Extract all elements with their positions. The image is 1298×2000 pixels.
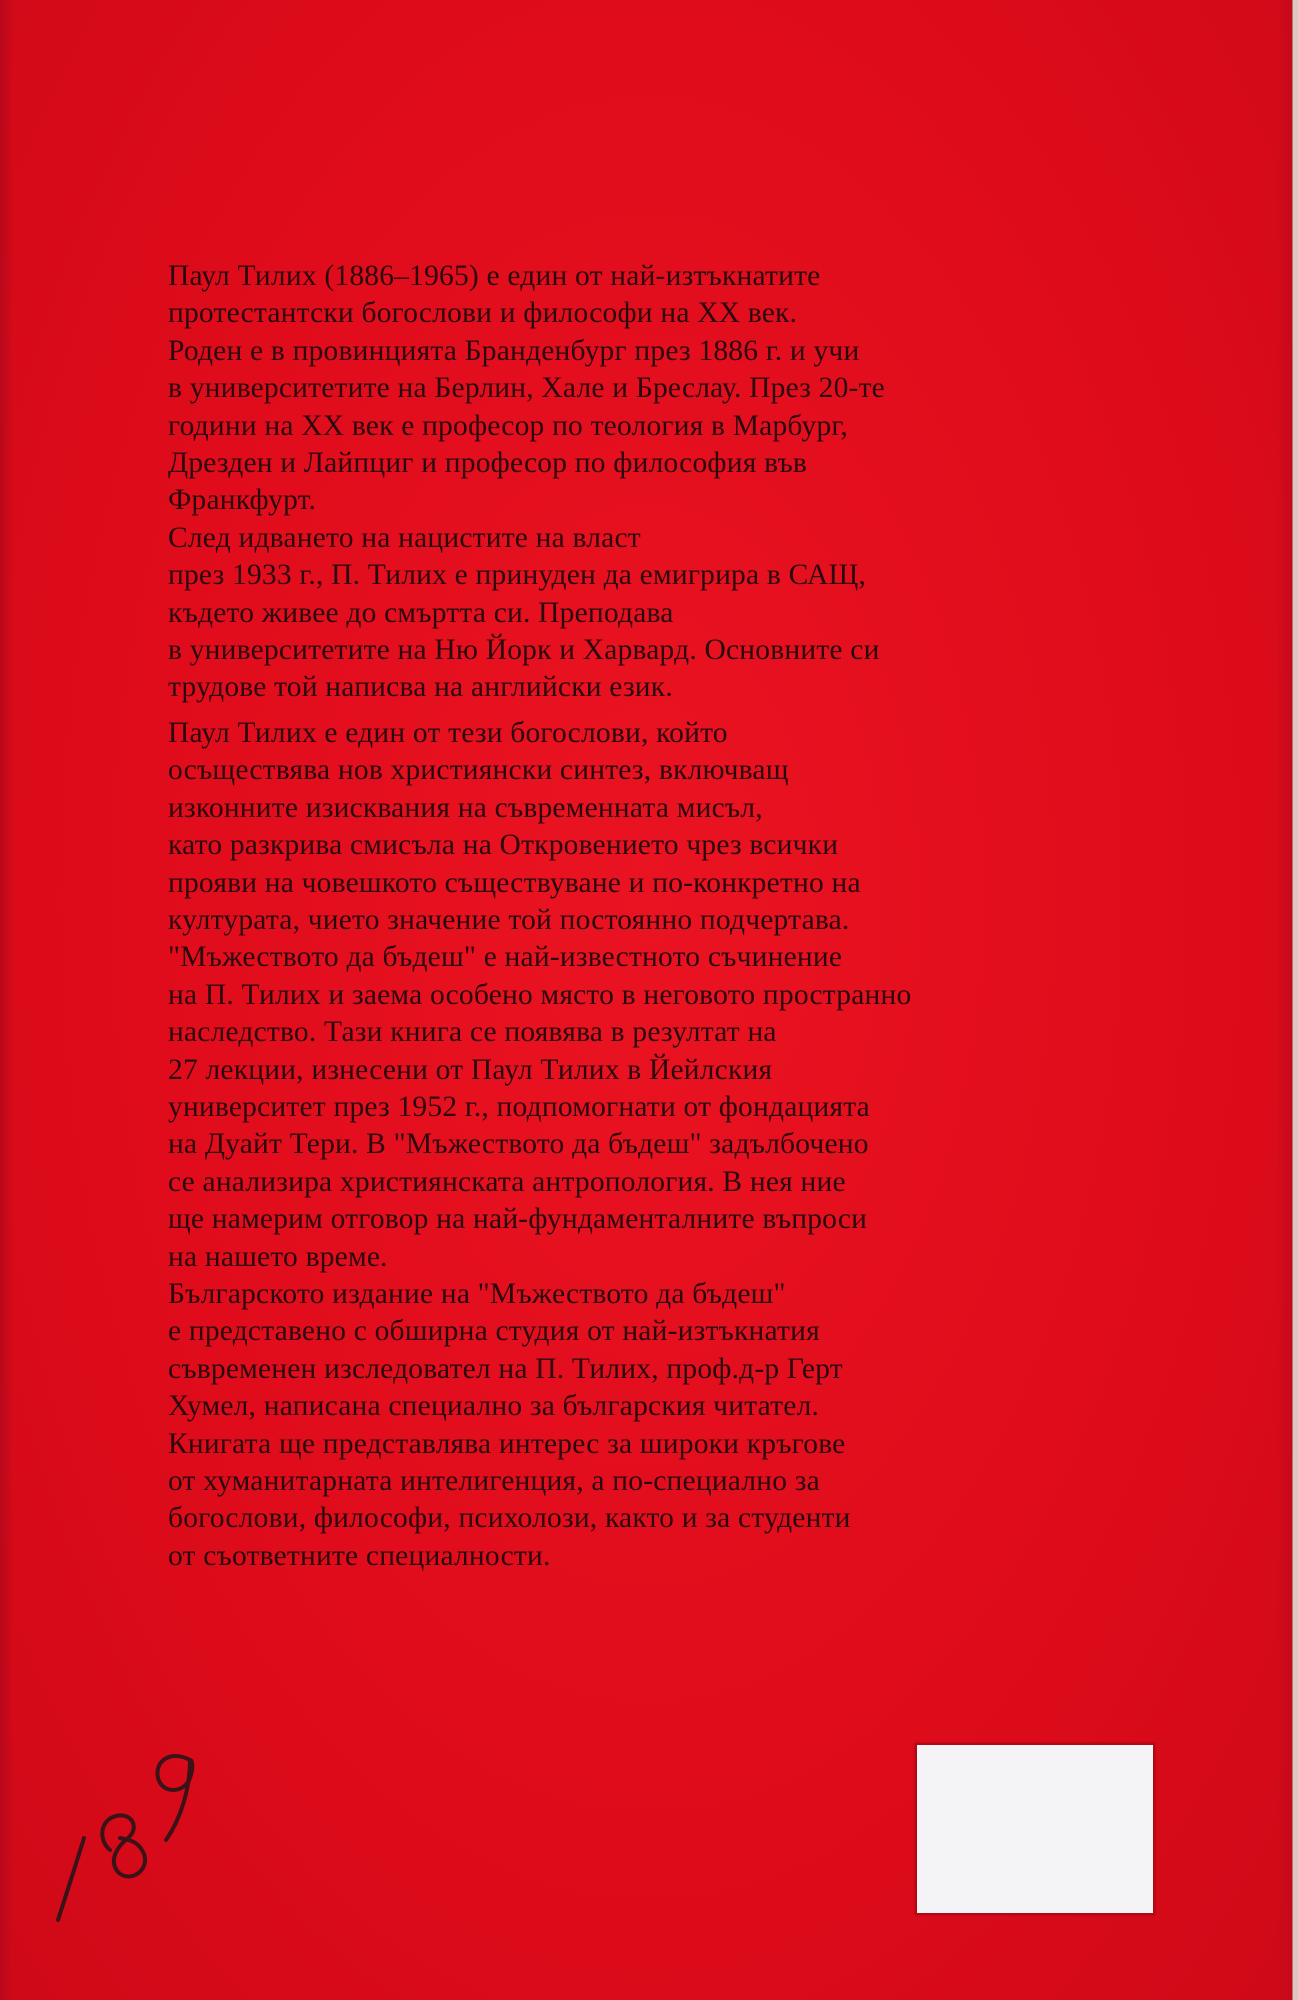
blurb-line: протестантски богослови и философи на XX век. (168, 297, 798, 330)
blurb-line: културата, чието значение той постоянно подчертава. (168, 903, 850, 936)
blurb-line: След идването на нацистите на власт (168, 521, 641, 554)
blurb-line: на П. Тилих и заема особено място в неговото пространно (168, 978, 912, 1011)
paragraph-gap (168, 707, 1158, 715)
blurb-line: Книгата ще представлява интерес за широки кръгове (168, 1427, 846, 1460)
back-cover-blurb (168, 258, 1158, 1575)
blurb-line: през 1933 г., П. Тилих е принуден да емигрира в САЩ, (168, 559, 867, 592)
blurb-line: се анализира християнската антропология. В нея ние (168, 1165, 846, 1198)
blurb-line: където живее до смъртта си. Преподава (168, 596, 674, 629)
blurb-line: от съответните специалности. (168, 1539, 551, 1572)
blurb-line: на Дуайт Тери. В "Мъжеството да бъдеш" задълбочено (168, 1128, 869, 1161)
blurb-line: Хумел, написана специално за българския читател. (168, 1390, 820, 1423)
blurb-line: на нашето време. (168, 1240, 388, 1273)
blurb-line: наследство. Тази книга се появява в резултат на (168, 1016, 777, 1049)
blurb-line: изконните изисквания на съвременната мисъл, (168, 791, 763, 824)
blurb-line: ще намерим отговор на най-фундаменталните въпроси (168, 1203, 868, 1236)
blurb-line: университет през 1952 г., подпомогнати от фондацията (168, 1090, 870, 1123)
blurb-paragraph-1 (168, 258, 1158, 707)
blurb-line: е представено с обширна студия от най-изтъкнатия (168, 1315, 820, 1348)
blurb-line: като разкрива смисъла на Откровението чрез всички (168, 829, 839, 862)
blurb-line: богослови, философи, психолози, както и за студенти (168, 1502, 851, 1535)
blurb-line: Роден е в провинцията Бранденбург през 1886 г. и учи (168, 334, 860, 367)
blurb-line: Дрезден и Лайпциг и професор по философия във (168, 447, 808, 480)
blurb-line: Франкфурт. (168, 484, 317, 517)
blurb-line: 27 лекции, изнесени от Паул Тилих в Йейлския (168, 1053, 773, 1086)
blurb-paragraph-2 (168, 715, 1158, 1575)
price-sticker-blank (915, 1743, 1155, 1915)
blurb-line: години на XX век е професор по теология в Марбург, (168, 409, 848, 442)
blurb-line: трудове той написва на английски език. (168, 671, 673, 704)
handwritten-number-drawing (40, 1720, 210, 1930)
blurb-line: прояви на човешкото съществуване и по-конкретно на (168, 866, 861, 899)
blurb-line: в университетите на Берлин, Хале и Бреслау. През 20-те (168, 372, 885, 405)
blurb-line: Българското издание на "Мъжеството да бъдеш" (168, 1277, 786, 1310)
cover-left-edge-shadow (0, 0, 14, 2000)
blurb-line: "Мъжеството да бъдеш" е най-известното съчинение (168, 941, 843, 974)
blurb-line: Паул Тилих е един от тези богослови, който (168, 716, 728, 749)
blurb-line: в университетите на Ню Йорк и Харвард. Основните си (168, 634, 880, 667)
blurb-line: осъществява нов християнски синтез, включващ (168, 754, 789, 787)
blurb-line: от хуманитарната интелигенция, а по-специално за (168, 1465, 820, 1497)
cover-right-edge (1276, 0, 1298, 2000)
handwritten-number (40, 1720, 210, 1930)
blurb-line: Паул Тилих (1886–1965) е един от най-изтъкнатите (168, 260, 821, 292)
blurb-line: съвременен изследовател на П. Тилих, проф.д-р Герт (168, 1352, 843, 1385)
